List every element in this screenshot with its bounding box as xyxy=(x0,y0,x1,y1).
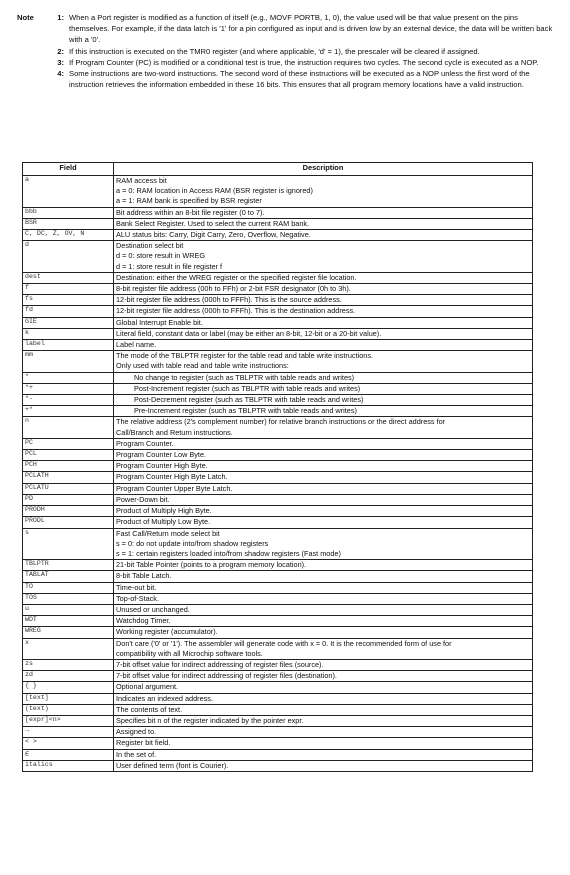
description-line: Literal field, constant data or label (may be either an 8-bit, 12-bit or a 20-bit value). xyxy=(116,328,382,338)
field-cell: mm xyxy=(23,351,114,372)
table-row xyxy=(23,438,533,449)
description-cell xyxy=(114,176,533,208)
description-line: User defined term (font is Courier). xyxy=(116,760,229,770)
table-row xyxy=(23,517,533,528)
description-line: compatibility with all Microchip software tools. xyxy=(116,648,263,658)
table-row xyxy=(23,616,533,627)
table-row xyxy=(23,506,533,517)
table-body xyxy=(23,176,533,772)
description-cell xyxy=(114,682,533,693)
table-row xyxy=(23,738,533,749)
field-cell: PC xyxy=(23,438,114,449)
description-cell xyxy=(114,450,533,461)
description-line: Bit address within an 8-bit file register (0 to 7). xyxy=(116,207,265,217)
description-line: Product of Multiply High Byte. xyxy=(116,506,212,516)
table-row xyxy=(23,218,533,229)
description-cell xyxy=(114,317,533,328)
description-cell xyxy=(114,693,533,704)
description-cell xyxy=(114,241,533,273)
description-cell xyxy=(114,627,533,638)
description-line: Time-out bit. xyxy=(116,582,157,592)
description-line: 21-bit Table Pointer (points to a program memory location). xyxy=(116,560,307,570)
description-line: 12-bit register file address (000h to FFFh). This is the source address. xyxy=(116,295,342,305)
field-column-header: Field xyxy=(23,163,114,176)
description-cell xyxy=(114,218,533,229)
note-label xyxy=(17,57,51,68)
table-row xyxy=(23,693,533,704)
note-text: When a Port register is modified as a function of itself (e.g., MOVF PORTB, 1, 0), the value used will be that value present on the pins themselves. For example, if the data latch is '1' for a pin configured as input and is driven low by an external device, the data will be written back with a '0'. xyxy=(69,13,553,45)
table-row xyxy=(23,494,533,505)
note-number: 3: xyxy=(57,57,64,67)
description-cell xyxy=(114,328,533,339)
field-cell: PCH xyxy=(23,461,114,472)
field-cell: label xyxy=(23,340,114,351)
description-cell xyxy=(114,494,533,505)
description-cell xyxy=(114,659,533,670)
description-line: ALU status bits: Carry, Digit Carry, Zero, Overflow, Negative. xyxy=(116,230,311,240)
description-cell xyxy=(114,272,533,283)
description-line: a = 1: RAM bank is specified by BSR register xyxy=(116,196,262,206)
description-line: Don't care ('0' or '1'). The assembler will generate code with x = 0. It is the recommended form of use for xyxy=(116,638,452,648)
table-row xyxy=(23,571,533,582)
table-row xyxy=(23,417,533,438)
description-line: No change to register (such as TBLPTR with table reads and writes) xyxy=(134,372,355,382)
field-cell: BSR xyxy=(23,218,114,229)
table-row xyxy=(23,727,533,738)
table-row xyxy=(23,560,533,571)
description-cell xyxy=(114,727,533,738)
field-cell: → xyxy=(23,727,114,738)
description-line: Post-Increment register (such as TBLPTR with table reads and writes) xyxy=(134,383,361,393)
field-cell: TOS xyxy=(23,593,114,604)
field-cell: (text) xyxy=(23,704,114,715)
field-cell: a xyxy=(23,176,114,208)
description-cell xyxy=(114,738,533,749)
description-line: Program Counter High Byte. xyxy=(116,461,208,471)
description-line: d = 0: store result in WREG xyxy=(116,251,206,261)
description-cell xyxy=(114,351,533,372)
description-line: The relative address (2's complement number) for relative branch instructions or the direct address for xyxy=(116,417,446,427)
description-line: Assigned to. xyxy=(116,727,157,737)
description-cell xyxy=(114,593,533,604)
note-item xyxy=(17,12,557,46)
description-cell xyxy=(114,560,533,571)
table-row xyxy=(23,682,533,693)
field-cell: fs xyxy=(23,295,114,306)
description-cell xyxy=(114,461,533,472)
description-line: Watchdog Timer. xyxy=(116,616,171,626)
description-line: 8-bit Table Latch. xyxy=(116,571,172,581)
description-line: Working register (accumulator). xyxy=(116,627,218,637)
note-text: Some instructions are two-word instructions. The second word of these instructions will be executed as a NOP unless the first word of the instruction retrieves the information embedded in these 16 bits. This ensures that all program memory locations have a valid instruction. xyxy=(69,69,530,90)
description-line: Global Interrupt Enable bit. xyxy=(116,317,203,327)
description-cell xyxy=(114,506,533,517)
description-cell xyxy=(114,472,533,483)
table-row xyxy=(23,483,533,494)
field-cell: GIE xyxy=(23,317,114,328)
description-line: The contents of text. xyxy=(116,704,183,714)
table-row xyxy=(23,176,533,208)
description-line: Call/Branch and Return instructions. xyxy=(116,427,233,437)
field-cell: C, DC, Z, OV, N xyxy=(23,230,114,241)
description-cell xyxy=(114,528,533,560)
field-cell: [expr]<n> xyxy=(23,715,114,726)
table-row xyxy=(23,272,533,283)
table-row xyxy=(23,317,533,328)
description-line: Program Counter Low Byte. xyxy=(116,450,207,460)
note-text: If Program Counter (PC) is modified or a conditional test is true, the instruction requires two cycles. The second cycle is executed as a NOP. xyxy=(69,57,539,67)
description-line: Program Counter Upper Byte Latch. xyxy=(116,483,233,493)
description-cell xyxy=(114,671,533,682)
field-cell: f xyxy=(23,284,114,295)
description-cell xyxy=(114,284,533,295)
field-cell: PCLATH xyxy=(23,472,114,483)
description-cell xyxy=(114,406,533,417)
table-row xyxy=(23,749,533,760)
table-row xyxy=(23,241,533,273)
field-cell: TBLPTR xyxy=(23,560,114,571)
field-cell: zd xyxy=(23,671,114,682)
field-cell: [text] xyxy=(23,693,114,704)
description-cell xyxy=(114,760,533,771)
description-cell xyxy=(114,483,533,494)
field-cell: TO xyxy=(23,582,114,593)
field-cell: PCLATU xyxy=(23,483,114,494)
table-row xyxy=(23,704,533,715)
description-cell xyxy=(114,749,533,760)
note-text: If this instruction is executed on the TMR0 register (and where applicable, 'd' = 1), the prescaler will be cleared if assigned. xyxy=(69,46,480,56)
description-line: Power-Down bit. xyxy=(116,494,170,504)
table-row xyxy=(23,351,533,372)
note-number: 4: xyxy=(57,69,64,79)
description-line: 12-bit register file address (000h to FFFh). This is the destination address. xyxy=(116,306,356,316)
field-cell: x xyxy=(23,638,114,659)
description-cell xyxy=(114,383,533,394)
description-line: RAM access bit xyxy=(116,176,167,185)
table-row xyxy=(23,627,533,638)
table-row xyxy=(23,582,533,593)
description-line: Bank Select Register. Used to select the current RAM bank. xyxy=(116,218,310,228)
description-line: Pre-Increment register (such as TBLPTR with table reads and writes) xyxy=(134,406,357,416)
description-line: a = 0: RAM location in Access RAM (BSR register is ignored) xyxy=(116,186,313,196)
description-line: Top-of-Stack. xyxy=(116,593,159,603)
description-cell xyxy=(114,340,533,351)
field-cell: +* xyxy=(23,406,114,417)
table-row xyxy=(23,593,533,604)
description-line: d = 1: store result in file register f xyxy=(116,261,223,271)
description-cell xyxy=(114,638,533,659)
field-cell: PRODH xyxy=(23,506,114,517)
table-header-row xyxy=(23,163,533,176)
description-line: Unused or unchanged. xyxy=(116,604,190,614)
table-row xyxy=(23,295,533,306)
field-cell: italics xyxy=(23,760,114,771)
description-cell xyxy=(114,295,533,306)
field-cell: WREG xyxy=(23,627,114,638)
field-cell: d xyxy=(23,241,114,273)
description-column-header: Description xyxy=(114,163,533,176)
field-cell: PD xyxy=(23,494,114,505)
description-line: Product of Multiply Low Byte. xyxy=(116,517,211,527)
table-row xyxy=(23,760,533,771)
description-line: s = 0: do not update into/from shadow registers xyxy=(116,538,269,548)
note-item xyxy=(17,57,557,68)
table-row xyxy=(23,671,533,682)
field-cell: bbb xyxy=(23,207,114,218)
note-item xyxy=(17,46,557,57)
description-cell xyxy=(114,582,533,593)
note-label xyxy=(17,68,51,90)
description-cell xyxy=(114,604,533,615)
table-row xyxy=(23,383,533,394)
table-row xyxy=(23,306,533,317)
table-row xyxy=(23,604,533,615)
field-cell: < > xyxy=(23,738,114,749)
description-cell xyxy=(114,571,533,582)
description-line: In the set of. xyxy=(116,749,157,759)
field-cell: * xyxy=(23,372,114,383)
description-line: Destination: either the WREG register or the specified register file location. xyxy=(116,272,357,282)
description-line: Program Counter. xyxy=(116,438,174,448)
field-cell: ∈ xyxy=(23,749,114,760)
description-line: Specifies bit n of the register indicated by the pointer expr. xyxy=(116,715,304,725)
field-cell: fd xyxy=(23,306,114,317)
note-label: Note xyxy=(17,13,34,22)
field-cell: { } xyxy=(23,682,114,693)
table-row xyxy=(23,472,533,483)
opcode-field-table xyxy=(22,162,533,772)
description-line: Optional argument. xyxy=(116,682,179,692)
description-line: Fast Call/Return mode select bit xyxy=(116,528,220,538)
field-cell: dest xyxy=(23,272,114,283)
table-row xyxy=(23,340,533,351)
table-row xyxy=(23,230,533,241)
description-cell xyxy=(114,230,533,241)
description-cell xyxy=(114,704,533,715)
field-cell: u xyxy=(23,604,114,615)
description-line: Only used with table read and table write instructions: xyxy=(116,361,289,371)
table-row xyxy=(23,450,533,461)
note-number: 1: xyxy=(57,13,64,22)
table-row xyxy=(23,207,533,218)
table-row xyxy=(23,461,533,472)
field-cell: TABLAT xyxy=(23,571,114,582)
description-cell xyxy=(114,306,533,317)
table-row xyxy=(23,406,533,417)
description-line: 8-bit register file address (00h to FFh) or 2-bit FSR designator (0h to 3h). xyxy=(116,284,351,294)
field-cell: k xyxy=(23,328,114,339)
description-line: 7-bit offset value for indirect addressing of register files (source). xyxy=(116,659,324,669)
description-line: Label name. xyxy=(116,340,157,350)
table-row xyxy=(23,372,533,383)
description-cell xyxy=(114,438,533,449)
table-row xyxy=(23,638,533,659)
description-cell xyxy=(114,517,533,528)
description-line: Destination select bit xyxy=(116,241,184,251)
table-row xyxy=(23,659,533,670)
description-line: 7-bit offset value for indirect addressing of register files (destination). xyxy=(116,671,337,681)
description-cell xyxy=(114,372,533,383)
description-line: Register bit field. xyxy=(116,738,171,748)
description-line: s = 1: certain registers loaded into/from shadow registers (Fast mode) xyxy=(116,548,341,558)
field-cell: *- xyxy=(23,395,114,406)
description-line: Indicates an indexed address. xyxy=(116,693,213,703)
notes-section xyxy=(17,12,557,90)
table-row xyxy=(23,395,533,406)
field-cell: PRODL xyxy=(23,517,114,528)
description-cell xyxy=(114,207,533,218)
note-number: 2: xyxy=(57,46,64,56)
field-cell: PCL xyxy=(23,450,114,461)
note-label xyxy=(17,46,51,57)
table-row xyxy=(23,328,533,339)
field-cell: n xyxy=(23,417,114,438)
table-row xyxy=(23,715,533,726)
note-item xyxy=(17,68,557,90)
field-cell: WDT xyxy=(23,616,114,627)
description-cell xyxy=(114,715,533,726)
table-row xyxy=(23,284,533,295)
field-cell: *+ xyxy=(23,383,114,394)
description-line: Post-Decrement register (such as TBLPTR with table reads and writes) xyxy=(134,395,364,405)
description-cell xyxy=(114,616,533,627)
description-cell xyxy=(114,417,533,438)
description-cell xyxy=(114,395,533,406)
description-line: Program Counter High Byte Latch. xyxy=(116,472,228,482)
table-row xyxy=(23,528,533,560)
field-cell: zs xyxy=(23,659,114,670)
field-cell: s xyxy=(23,528,114,560)
description-line: The mode of the TBLPTR register for the table read and table write instructions. xyxy=(116,351,374,361)
